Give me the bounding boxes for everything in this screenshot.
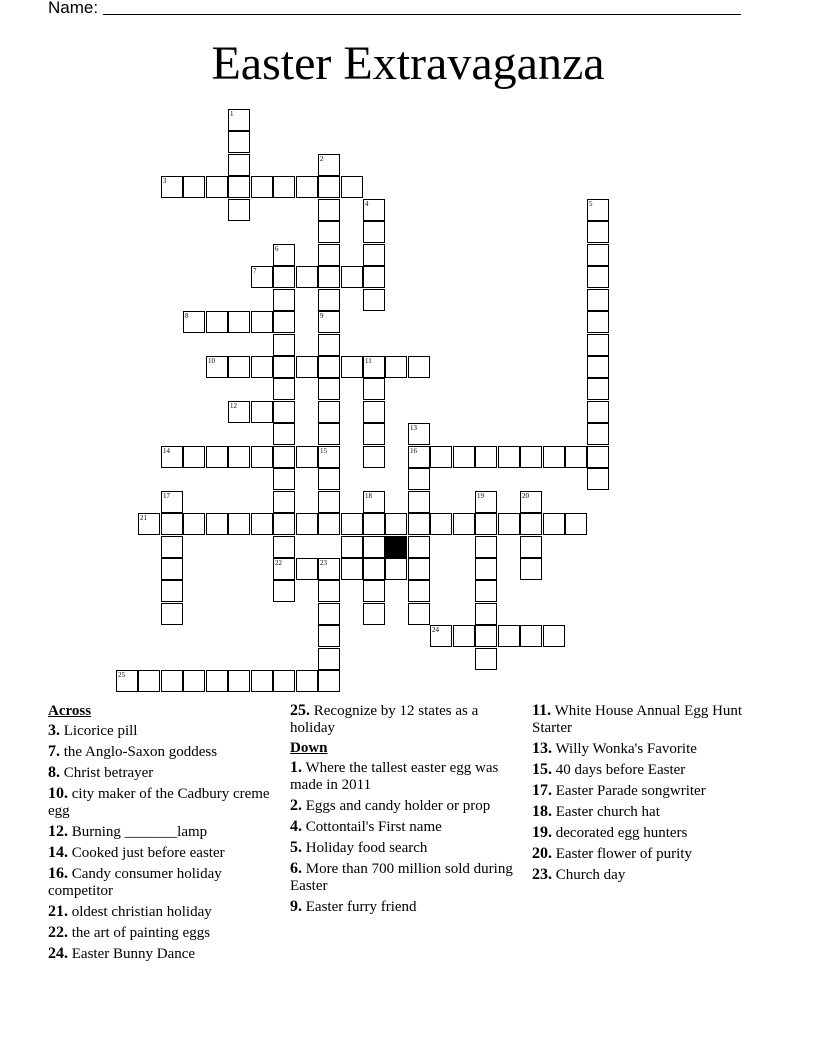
grid-cell[interactable] [341,558,363,580]
clue-number: 21 [140,514,147,522]
clue-item [48,764,276,782]
clue-number: 16 [410,447,417,455]
clue-number: 8 [185,312,189,320]
grid-cell[interactable] [543,446,565,468]
grid-cell[interactable] [161,446,183,468]
clue-column-1 [48,702,276,966]
grid-cell[interactable] [565,446,587,468]
grid-cell[interactable] [318,580,340,602]
clue-number: 4 [365,200,369,208]
clue-number: 19 [477,492,484,500]
grid-cell[interactable] [273,176,295,198]
grid-cell[interactable] [363,580,385,602]
clue-item [290,839,518,857]
grid-cell[interactable] [363,423,385,445]
grid-cell[interactable] [273,558,295,580]
grid-cell[interactable] [475,603,497,625]
clue-text: Easter furry friend [305,899,417,915]
clue-item [290,759,518,794]
grid-cell[interactable] [408,356,430,378]
grid-cell[interactable] [273,289,295,311]
clue-text: Cottontail's First name [305,819,442,835]
grid-cell[interactable] [318,356,340,378]
clue-number: 1 [230,110,234,118]
grid-cell[interactable] [363,491,385,513]
grid-cell[interactable] [318,491,340,513]
clue-number-label: 17. [532,782,552,799]
clue-item [48,722,276,740]
grid-cell[interactable] [273,423,295,445]
clue-number: 3 [163,177,167,185]
grid-cell[interactable] [273,244,295,266]
clue-number-label: 10. [48,785,68,802]
clue-text: Holiday food search [305,840,428,856]
clue-text: Where the tallest easter egg was made in 2011 [290,760,499,793]
grid-cell[interactable] [475,491,497,513]
grid-cell[interactable] [587,266,609,288]
grid-cell[interactable] [296,266,318,288]
clue-number: 5 [589,200,593,208]
grid-cell[interactable] [183,176,205,198]
grid-cell[interactable] [363,356,385,378]
grid-cell[interactable] [206,311,228,333]
grid-cell[interactable] [318,334,340,356]
grid-cell[interactable] [318,176,340,198]
clue-text: the art of painting eggs [71,925,211,941]
clue-number-label: 25. [290,702,310,719]
clue-number: 10 [208,357,215,365]
grid-cell[interactable] [138,670,160,692]
grid-cell[interactable] [430,625,452,647]
across-heading: Across [48,703,92,719]
grid-cell[interactable] [363,378,385,400]
grid-cell[interactable] [228,109,250,131]
clue-text: decorated egg hunters [555,825,688,841]
clue-text: Willy Wonka's Favorite [555,741,697,757]
grid-cell[interactable] [206,513,228,535]
grid-cell[interactable] [408,513,430,535]
clue-number-label: 21. [48,903,68,920]
grid-cell[interactable] [273,491,295,513]
grid-cell[interactable] [228,199,250,221]
grid-cell[interactable] [498,625,520,647]
grid-cell[interactable] [341,266,363,288]
clue-number: 7 [253,267,257,275]
clue-item [48,785,276,820]
grid-cell[interactable] [318,266,340,288]
clue-text: Eggs and candy holder or prop [305,798,491,814]
grid-cell[interactable] [116,670,138,692]
clue-text: Easter Bunny Dance [71,946,196,962]
clue-number-label: 24. [48,945,68,962]
grid-cell[interactable] [498,446,520,468]
clue-item [48,945,276,963]
grid-cell[interactable] [430,513,452,535]
grid-cell[interactable] [341,356,363,378]
grid-cell[interactable] [318,446,340,468]
grid-cell[interactable] [228,311,250,333]
grid-cell[interactable] [475,558,497,580]
clue-number-label: 13. [532,740,552,757]
grid-cell[interactable] [587,289,609,311]
grid-cell[interactable] [363,536,385,558]
clue-text: Easter Parade songwriter [555,783,706,799]
grid-cell[interactable] [318,244,340,266]
grid-cell[interactable] [228,670,250,692]
grid-cell[interactable] [498,513,520,535]
grid-cell[interactable] [228,176,250,198]
clue-item [48,903,276,921]
grid-cell[interactable] [318,648,340,670]
grid-cell[interactable] [587,401,609,423]
grid-cell[interactable] [543,513,565,535]
grid-cell[interactable] [453,446,475,468]
black-square [385,536,407,558]
clue-number: 18 [365,492,372,500]
grid-cell[interactable] [228,446,250,468]
clue-number-label: 12. [48,823,68,840]
clue-number-label: 18. [532,803,552,820]
clue-item [532,740,760,758]
grid-cell[interactable] [408,558,430,580]
clue-item [290,702,518,737]
grid-cell[interactable] [228,513,250,535]
clue-item [532,803,760,821]
grid-cell[interactable] [587,423,609,445]
grid-cell[interactable] [475,580,497,602]
clue-number-label: 9. [290,898,302,915]
clue-text: 40 days before Easter [555,762,686,778]
clue-text: Easter church hat [555,804,660,820]
grid-cell[interactable] [408,468,430,490]
grid-cell[interactable] [318,670,340,692]
grid-cell[interactable] [385,558,407,580]
grid-cell[interactable] [161,176,183,198]
grid-cell[interactable] [475,446,497,468]
grid-cell[interactable] [318,154,340,176]
grid-cell[interactable] [341,536,363,558]
grid-cell[interactable] [363,401,385,423]
clue-item [48,844,276,862]
grid-cell[interactable] [565,513,587,535]
grid-cell[interactable] [475,536,497,558]
clue-number-label: 22. [48,924,68,941]
grid-cell[interactable] [543,625,565,647]
grid-cell[interactable] [408,491,430,513]
grid-cell[interactable] [273,378,295,400]
grid-cell[interactable] [206,670,228,692]
down-heading: Down [290,740,328,756]
grid-cell[interactable] [587,221,609,243]
grid-cell[interactable] [318,378,340,400]
clue-item [532,824,760,842]
grid-cell[interactable] [520,446,542,468]
grid-cell[interactable] [161,603,183,625]
grid-cell[interactable] [183,446,205,468]
grid-cell[interactable] [363,513,385,535]
clue-number-label: 14. [48,844,68,861]
grid-cell[interactable] [587,244,609,266]
clue-number-label: 1. [290,759,302,776]
clue-number-label: 16. [48,865,68,882]
clue-item [290,860,518,895]
clue-number: 6 [275,245,279,253]
clue-number: 20 [522,492,529,500]
grid-cell[interactable] [228,131,250,153]
grid-cell[interactable] [520,536,542,558]
clue-number: 12 [230,402,237,410]
grid-cell[interactable] [161,558,183,580]
grid-cell[interactable] [273,468,295,490]
clue-text: Easter flower of purity [555,846,692,862]
grid-cell[interactable] [587,311,609,333]
clue-number: 14 [163,447,170,455]
grid-cell[interactable] [341,513,363,535]
clue-text: the Anglo-Saxon goddess [63,744,218,760]
grid-cell[interactable] [183,670,205,692]
grid-cell[interactable] [296,446,318,468]
grid-cell[interactable] [273,266,295,288]
grid-cell[interactable] [228,154,250,176]
clue-number-label: 19. [532,824,552,841]
grid-cell[interactable] [408,580,430,602]
clue-item [532,761,760,779]
clue-text: oldest christian holiday [71,904,212,920]
clue-item [532,702,760,737]
name-label: Name: [48,0,99,17]
grid-cell[interactable] [363,244,385,266]
clue-text: More than 700 million sold during Easter [290,861,513,894]
grid-cell[interactable] [587,199,609,221]
clue-item [48,865,276,900]
clue-number-label: 11. [532,702,552,719]
clue-number-label: 7. [48,743,60,760]
grid-cell[interactable] [273,670,295,692]
clue-item [290,797,518,815]
grid-cell[interactable] [408,446,430,468]
grid-cell[interactable] [318,558,340,580]
grid-cell[interactable] [363,221,385,243]
grid-cell[interactable] [475,513,497,535]
grid-cell[interactable] [206,176,228,198]
grid-cell[interactable] [251,513,273,535]
clue-item [290,898,518,916]
clue-number-label: 5. [290,839,302,856]
clue-number-label: 2. [290,797,302,814]
clue-number-label: 15. [532,761,552,778]
clue-item [290,818,518,836]
grid-cell[interactable] [430,446,452,468]
grid-cell[interactable] [251,401,273,423]
clue-text: Recognize by 12 states as a holiday [290,703,479,736]
clue-text: city maker of the Cadbury creme egg [48,786,270,819]
clue-text: Christ betrayer [63,765,154,781]
clue-number: 24 [432,626,439,634]
grid-cell[interactable] [520,513,542,535]
grid-cell[interactable] [318,468,340,490]
grid-cell[interactable] [273,513,295,535]
grid-cell[interactable] [273,356,295,378]
grid-cell[interactable] [520,558,542,580]
grid-cell[interactable] [385,513,407,535]
grid-cell[interactable] [453,513,475,535]
clue-number-label: 20. [532,845,552,862]
clue-text: Candy consumer holiday competitor [48,866,222,899]
grid-cell[interactable] [296,513,318,535]
clue-number: 9 [320,312,324,320]
grid-cell[interactable] [318,199,340,221]
clue-number: 13 [410,424,417,432]
grid-cell[interactable] [318,513,340,535]
grid-cell[interactable] [587,356,609,378]
clue-text: Church day [555,867,626,883]
clue-text: White House Annual Egg Hunt Starter [532,703,743,736]
grid-cell[interactable] [475,648,497,670]
clue-text: Cooked just before easter [71,845,225,861]
puzzle-title: Easter Extravaganza [211,37,605,90]
grid-cell[interactable] [273,401,295,423]
clue-number-label: 4. [290,818,302,835]
grid-cell[interactable] [318,221,340,243]
clue-number: 17 [163,492,170,500]
clue-item [532,845,760,863]
grid-cell[interactable] [273,311,295,333]
grid-cell[interactable] [385,356,407,378]
grid-cell[interactable] [587,468,609,490]
grid-cell[interactable] [296,558,318,580]
clue-text: Burning _______lamp [71,824,208,840]
grid-cell[interactable] [363,199,385,221]
grid-cell[interactable] [161,513,183,535]
clue-number: 15 [320,447,327,455]
clue-item [532,782,760,800]
grid-cell[interactable] [318,423,340,445]
grid-cell[interactable] [318,603,340,625]
grid-cell[interactable] [161,491,183,513]
grid-cell[interactable] [408,536,430,558]
grid-cell[interactable] [296,176,318,198]
grid-cell[interactable] [251,176,273,198]
grid-cell[interactable] [587,378,609,400]
grid-cell[interactable] [318,625,340,647]
grid-cell[interactable] [363,558,385,580]
grid-cell[interactable] [363,603,385,625]
grid-cell[interactable] [251,670,273,692]
clue-number: 2 [320,155,324,163]
grid-cell[interactable] [251,266,273,288]
grid-cell[interactable] [408,603,430,625]
clue-text: Licorice pill [63,723,138,739]
clue-number: 22 [275,559,282,567]
grid-cell[interactable] [206,446,228,468]
grid-cell[interactable] [251,356,273,378]
grid-cell[interactable] [273,536,295,558]
clue-column-2 [290,702,518,919]
grid-cell[interactable] [161,670,183,692]
grid-cell[interactable] [296,356,318,378]
grid-cell[interactable] [251,311,273,333]
grid-cell[interactable] [318,311,340,333]
clue-number-label: 23. [532,866,552,883]
grid-cell[interactable] [273,334,295,356]
grid-cell[interactable] [296,670,318,692]
grid-cell[interactable] [183,311,205,333]
grid-cell[interactable] [341,176,363,198]
grid-cell[interactable] [206,356,228,378]
clue-number-label: 8. [48,764,60,781]
clue-column-3 [532,702,760,887]
clue-item [48,924,276,942]
clue-number: 25 [118,671,125,679]
grid-cell[interactable] [520,625,542,647]
grid-cell[interactable] [363,446,385,468]
clue-item [48,823,276,841]
clue-number: 23 [320,559,327,567]
grid-cell[interactable] [520,491,542,513]
grid-cell[interactable] [183,513,205,535]
clue-item [532,866,760,884]
grid-cell[interactable] [475,625,497,647]
clue-item [48,743,276,761]
grid-cell[interactable] [587,334,609,356]
clue-number-label: 3. [48,722,60,739]
grid-cell[interactable] [363,289,385,311]
clue-number-label: 6. [290,860,302,877]
grid-cell[interactable] [408,423,430,445]
grid-cell[interactable] [161,580,183,602]
grid-cell[interactable] [161,536,183,558]
grid-cell[interactable] [453,625,475,647]
grid-cell[interactable] [228,356,250,378]
grid-cell[interactable] [273,580,295,602]
grid-cell[interactable] [318,289,340,311]
grid-cell[interactable] [273,446,295,468]
grid-cell[interactable] [318,401,340,423]
grid-cell[interactable] [228,401,250,423]
grid-cell[interactable] [363,266,385,288]
clue-number: 11 [365,357,372,365]
grid-cell[interactable] [587,446,609,468]
grid-cell[interactable] [251,446,273,468]
grid-cell[interactable] [138,513,160,535]
